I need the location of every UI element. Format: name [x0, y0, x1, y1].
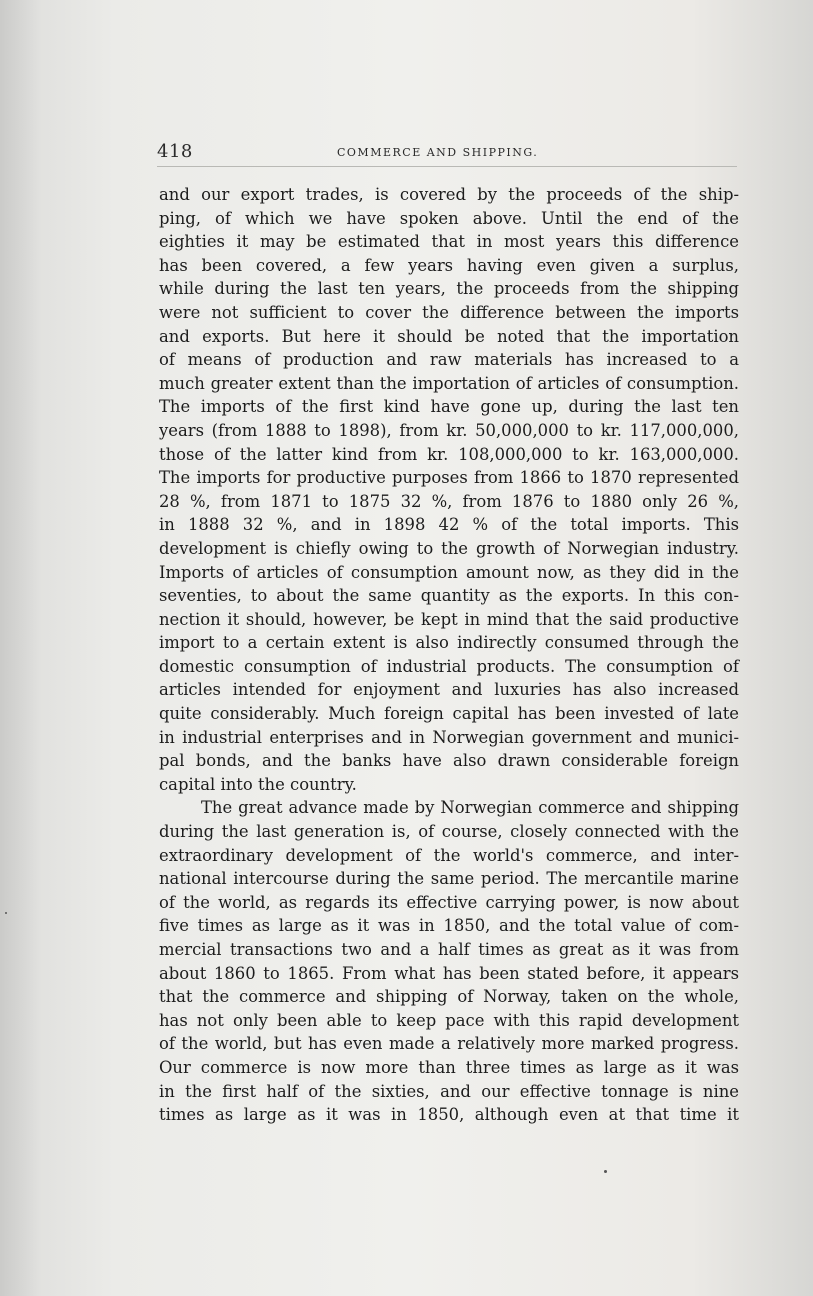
- text-line: of the world, but has even made a relatively more marked progress.: [159, 1034, 739, 1054]
- paragraph: [159, 796, 739, 1126]
- text-line: ping, of which we have spoken above. Until the end of the: [159, 208, 739, 228]
- text-line: much greater extent than the importation of articles of consumption.: [159, 373, 739, 393]
- text-line: has been covered, a few years having even given a surplus,: [159, 255, 739, 275]
- text-line: in 1888 32 %, and in 1898 42 % of the total imports. This: [159, 515, 739, 535]
- text-line: of the world, as regards its effective carrying power, is now about: [159, 892, 739, 912]
- text-line: times as large as it was in 1850, although even at that time it: [159, 1105, 739, 1125]
- text-line: in industrial enterprises and in Norwegian government and munici-: [159, 727, 739, 747]
- text-line: mercial transactions two and a half times as great as it was from: [159, 940, 739, 959]
- text-line: and exports. But here it should be noted that the importation: [159, 326, 739, 346]
- text-line: domestic consumption of industrial products. The consumption of: [159, 656, 739, 676]
- text-line: quite considerably. Much foreign capital has been invested of late: [159, 704, 739, 724]
- header-rule: [157, 166, 737, 167]
- text-line: eighties it may be estimated that in most years this difference: [159, 232, 739, 252]
- body-text: [159, 183, 739, 1127]
- text-line: Imports of articles of consumption amount now, as they did in the: [159, 562, 739, 582]
- text-line: while during the last ten years, the proceeds from the shipping: [159, 279, 739, 299]
- text-line: years (from 1888 to 1898), from kr. 50,000,000 to kr. 117,000,000,: [159, 420, 739, 440]
- paragraph: [159, 183, 739, 796]
- text-line: The imports for productive purposes from 1866 to 1870 represented: [159, 468, 739, 488]
- text-line: nection it should, however, be kept in mind that the said productive: [159, 609, 739, 629]
- text-line: that the commerce and shipping of Norway, taken on the whole,: [159, 987, 739, 1007]
- text-line: five times as large as it was in 1850, and the total value of com-: [159, 916, 739, 936]
- running-head: COMMERCE AND SHIPPING.: [337, 146, 539, 159]
- text-line: national intercourse during the same period. The mercantile marine: [159, 869, 739, 889]
- text-line: during the last generation is, of course, closely connected with the: [159, 822, 739, 842]
- text-line: articles intended for enjoyment and luxuries has also increased: [159, 680, 739, 700]
- page-number: 418: [157, 141, 193, 162]
- text-line: were not sufficient to cover the difference between the imports: [159, 302, 739, 322]
- print-speck: [604, 1170, 607, 1173]
- page-header: [157, 140, 735, 168]
- print-speck: [5, 912, 7, 914]
- text-line: about 1860 to 1865. From what has been stated before, it appears: [159, 963, 739, 983]
- text-line: in the first half of the sixties, and our effective tonnage is nine: [159, 1081, 739, 1101]
- text-line: import to a certain extent is also indirectly consumed through the: [159, 633, 739, 653]
- text-line: has not only been able to keep pace with this rapid development: [159, 1010, 739, 1030]
- text-line: development is chiefly owing to the growth of Norwegian industry.: [159, 538, 739, 558]
- text-line: The imports of the first kind have gone up, during the last ten: [159, 397, 739, 417]
- text-line: The great advance made by Norwegian commerce and shipping: [201, 798, 739, 818]
- page-edge-shadow: [0, 0, 40, 1296]
- text-line: and our export trades, is covered by the proceeds of the ship-: [159, 185, 739, 204]
- text-line: Our commerce is now more than three times as large as it was: [159, 1057, 739, 1077]
- text-line: 28 %, from 1871 to 1875 32 %, from 1876 to 1880 only 26 %,: [159, 491, 739, 511]
- text-line: seventies, to about the same quantity as the exports. In this con-: [159, 586, 739, 606]
- text-line: of means of production and raw materials has increased to a: [159, 350, 739, 370]
- text-line: capital into the country.: [159, 774, 357, 794]
- text-line: extraordinary development of the world's commerce, and inter-: [159, 845, 739, 865]
- text-line: those of the latter kind from kr. 108,000,000 to kr. 163,000,000.: [159, 444, 739, 464]
- text-line: pal bonds, and the banks have also drawn considerable foreign: [159, 751, 739, 771]
